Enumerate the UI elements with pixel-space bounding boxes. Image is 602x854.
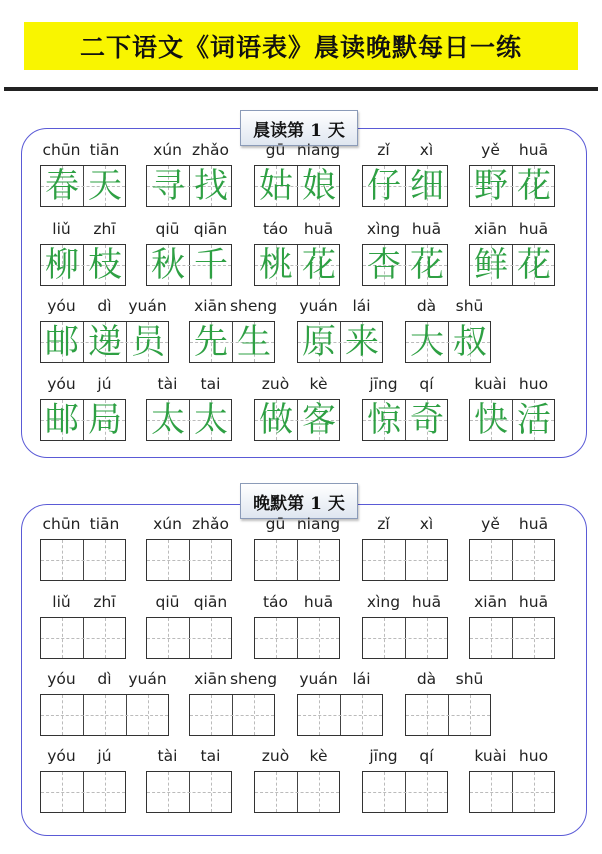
word-box <box>362 244 448 286</box>
pinyin-syllable: xiān <box>194 670 227 688</box>
pinyin-syllable: xì <box>419 141 434 159</box>
pinyin-syllable: xún <box>153 141 182 159</box>
word-box <box>469 244 555 286</box>
word-box <box>362 165 448 207</box>
hanzi-character: 寻 <box>151 166 185 206</box>
pinyin-syllable: qiū <box>155 220 180 238</box>
pinyin-syllable: huā <box>518 593 549 611</box>
pinyin-syllable: sheng <box>229 670 278 688</box>
pinyin-syllable: zǐ <box>377 141 390 159</box>
morning-reading-label: 晨读第 1 天 <box>240 110 358 146</box>
pinyin-syllable: xì <box>419 515 434 533</box>
pinyin-syllable: kè <box>309 747 328 765</box>
word-box <box>40 399 126 441</box>
hanzi-character: 太 <box>194 400 228 440</box>
word-box <box>146 399 232 441</box>
pinyin-syllable: yóu <box>47 670 76 688</box>
word-box <box>362 399 448 441</box>
blank-writing-box <box>362 539 448 581</box>
blank-writing-box <box>146 771 232 813</box>
pinyin-syllable: liǔ <box>52 593 71 611</box>
pinyin-syllable: xiān <box>474 593 507 611</box>
hanzi-character: 递 <box>88 322 122 362</box>
cell-guide-horizontal <box>470 792 554 793</box>
hanzi-character: 花 <box>410 245 444 285</box>
pinyin-syllable: huā <box>518 515 549 533</box>
pinyin-syllable: zǐ <box>377 515 390 533</box>
word-box <box>146 165 232 207</box>
hanzi-character: 员 <box>131 322 165 362</box>
pinyin-syllable: zhī <box>93 220 116 238</box>
hanzi-character: 花 <box>517 166 551 206</box>
pinyin-syllable: yuán <box>299 670 338 688</box>
hanzi-character: 太 <box>151 400 185 440</box>
pinyin-syllable: qí <box>419 747 434 765</box>
hanzi-character: 花 <box>302 245 336 285</box>
pinyin-syllable: tài <box>157 747 178 765</box>
hanzi-character: 邮 <box>45 400 79 440</box>
cell-guide-horizontal <box>41 638 125 639</box>
pinyin-syllable: huā <box>411 593 442 611</box>
pinyin-syllable: huā <box>411 220 442 238</box>
hanzi-character: 细 <box>410 166 444 206</box>
pinyin-syllable: qiān <box>193 593 228 611</box>
pinyin-syllable: huā <box>518 141 549 159</box>
pinyin-syllable: lái <box>352 670 371 688</box>
hanzi-character: 桃 <box>259 245 293 285</box>
hanzi-character: 奇 <box>410 400 444 440</box>
hanzi-character: 活 <box>517 400 551 440</box>
pinyin-syllable: tai <box>200 375 221 393</box>
word-box <box>297 321 383 363</box>
cell-guide-horizontal <box>363 638 447 639</box>
word-box <box>40 321 169 363</box>
hanzi-character: 秋 <box>151 245 185 285</box>
hanzi-character: 生 <box>237 322 271 362</box>
pinyin-syllable: gū <box>265 141 286 159</box>
pinyin-syllable: yě <box>481 141 500 159</box>
cell-guide-horizontal <box>190 715 274 716</box>
cell-guide-horizontal <box>41 715 168 716</box>
cell-guide-horizontal <box>406 715 490 716</box>
hanzi-character: 春 <box>45 166 79 206</box>
hanzi-character: 姑 <box>259 166 293 206</box>
word-box <box>254 399 340 441</box>
pinyin-syllable: táo <box>262 220 289 238</box>
hanzi-character: 柳 <box>45 245 79 285</box>
pinyin-syllable: zuò <box>261 747 290 765</box>
pinyin-syllable: zhǎo <box>192 515 229 533</box>
pinyin-syllable: niang <box>296 141 341 159</box>
pinyin-syllable: yóu <box>47 297 76 315</box>
pinyin-syllable: niang <box>296 515 341 533</box>
pinyin-syllable: jú <box>97 375 112 393</box>
pinyin-syllable: xìng <box>366 593 401 611</box>
cell-guide-horizontal <box>470 638 554 639</box>
pinyin-syllable: huo <box>518 747 549 765</box>
pinyin-syllable: sheng <box>229 297 278 315</box>
blank-writing-box <box>362 771 448 813</box>
hanzi-character: 叔 <box>453 322 487 362</box>
cell-guide-horizontal <box>41 560 125 561</box>
hanzi-character: 杏 <box>367 245 401 285</box>
pinyin-syllable: qiū <box>155 593 180 611</box>
pinyin-syllable: jīng <box>369 375 398 393</box>
hanzi-character: 客 <box>302 400 336 440</box>
cell-guide-horizontal <box>147 638 231 639</box>
blank-writing-box <box>254 771 340 813</box>
cell-guide-horizontal <box>298 715 382 716</box>
pinyin-syllable: táo <box>262 593 289 611</box>
cell-guide-horizontal <box>255 638 339 639</box>
pinyin-syllable: liǔ <box>52 220 71 238</box>
pinyin-syllable: kuài <box>474 747 507 765</box>
cell-guide-horizontal <box>470 560 554 561</box>
word-box <box>40 244 126 286</box>
cell-guide-horizontal <box>363 560 447 561</box>
evening-dictation-label: 晚默第 1 天 <box>240 483 358 519</box>
pinyin-syllable: tiān <box>89 141 120 159</box>
hanzi-character: 鲜 <box>474 245 508 285</box>
pinyin-syllable: yóu <box>47 375 76 393</box>
pinyin-syllable: xún <box>153 515 182 533</box>
pinyin-syllable: dà <box>416 297 437 315</box>
pinyin-syllable: gū <box>265 515 286 533</box>
hanzi-character: 野 <box>474 166 508 206</box>
pinyin-syllable: jú <box>97 747 112 765</box>
pinyin-syllable: tiān <box>89 515 120 533</box>
blank-writing-box <box>40 771 126 813</box>
blank-writing-box <box>469 617 555 659</box>
pinyin-syllable: jīng <box>369 747 398 765</box>
pinyin-syllable: huā <box>303 593 334 611</box>
pinyin-syllable: qiān <box>193 220 228 238</box>
hanzi-character: 仔 <box>367 166 401 206</box>
cell-guide-horizontal <box>41 792 125 793</box>
cell-guide-horizontal <box>255 792 339 793</box>
pinyin-syllable: xiān <box>194 297 227 315</box>
hanzi-character: 找 <box>194 166 228 206</box>
title-divider <box>4 87 598 91</box>
hanzi-character: 大 <box>410 322 444 362</box>
pinyin-syllable: yóu <box>47 747 76 765</box>
hanzi-character: 千 <box>194 245 228 285</box>
word-box <box>146 244 232 286</box>
pinyin-syllable: chūn <box>42 141 81 159</box>
pinyin-syllable: huā <box>303 220 334 238</box>
hanzi-character: 花 <box>517 245 551 285</box>
blank-writing-box <box>362 617 448 659</box>
hanzi-character: 局 <box>88 400 122 440</box>
pinyin-syllable: tai <box>200 747 221 765</box>
blank-writing-box <box>40 539 126 581</box>
pinyin-syllable: shū <box>455 670 484 688</box>
blank-writing-box <box>405 694 491 736</box>
pinyin-syllable: kuài <box>474 375 507 393</box>
pinyin-syllable: shū <box>455 297 484 315</box>
pinyin-syllable: yuán <box>299 297 338 315</box>
title-banner <box>24 22 578 70</box>
pinyin-syllable: dì <box>97 670 112 688</box>
pinyin-syllable: lái <box>352 297 371 315</box>
pinyin-syllable: huo <box>518 375 549 393</box>
word-box <box>40 165 126 207</box>
word-box <box>405 321 491 363</box>
pinyin-syllable: tài <box>157 375 178 393</box>
blank-writing-box <box>40 617 126 659</box>
word-box <box>254 165 340 207</box>
pinyin-syllable: xìng <box>366 220 401 238</box>
word-box <box>254 244 340 286</box>
pinyin-syllable: dì <box>97 297 112 315</box>
hanzi-character: 快 <box>474 400 508 440</box>
hanzi-character: 原 <box>302 322 336 362</box>
hanzi-character: 枝 <box>88 245 122 285</box>
pinyin-syllable: kè <box>309 375 328 393</box>
cell-guide-horizontal <box>363 792 447 793</box>
pinyin-syllable: xiān <box>474 220 507 238</box>
blank-writing-box <box>146 617 232 659</box>
hanzi-character: 娘 <box>302 166 336 206</box>
blank-writing-box <box>469 771 555 813</box>
pinyin-syllable: qí <box>419 375 434 393</box>
pinyin-syllable: yuán <box>128 297 167 315</box>
word-box <box>469 165 555 207</box>
blank-writing-box <box>254 539 340 581</box>
pinyin-syllable: zhǎo <box>192 141 229 159</box>
pinyin-syllable: huā <box>518 220 549 238</box>
blank-writing-box <box>40 694 169 736</box>
blank-writing-box <box>469 539 555 581</box>
cell-guide-horizontal <box>255 560 339 561</box>
word-box <box>469 399 555 441</box>
word-box <box>189 321 275 363</box>
hanzi-character: 来 <box>345 322 379 362</box>
hanzi-character: 天 <box>88 166 122 206</box>
cell-guide-horizontal <box>147 560 231 561</box>
page-title: 二下语文《词语表》晨读晚默每日一练 <box>79 33 522 62</box>
pinyin-syllable: zhī <box>93 593 116 611</box>
blank-writing-box <box>297 694 383 736</box>
pinyin-syllable: chūn <box>42 515 81 533</box>
blank-writing-box <box>146 539 232 581</box>
pinyin-syllable: zuò <box>261 375 290 393</box>
hanzi-character: 做 <box>259 400 293 440</box>
hanzi-character: 惊 <box>367 400 401 440</box>
pinyin-syllable: dà <box>416 670 437 688</box>
pinyin-syllable: yě <box>481 515 500 533</box>
blank-writing-box <box>254 617 340 659</box>
blank-writing-box <box>189 694 275 736</box>
hanzi-character: 邮 <box>45 322 79 362</box>
hanzi-character: 先 <box>194 322 228 362</box>
cell-guide-horizontal <box>147 792 231 793</box>
pinyin-syllable: yuán <box>128 670 167 688</box>
